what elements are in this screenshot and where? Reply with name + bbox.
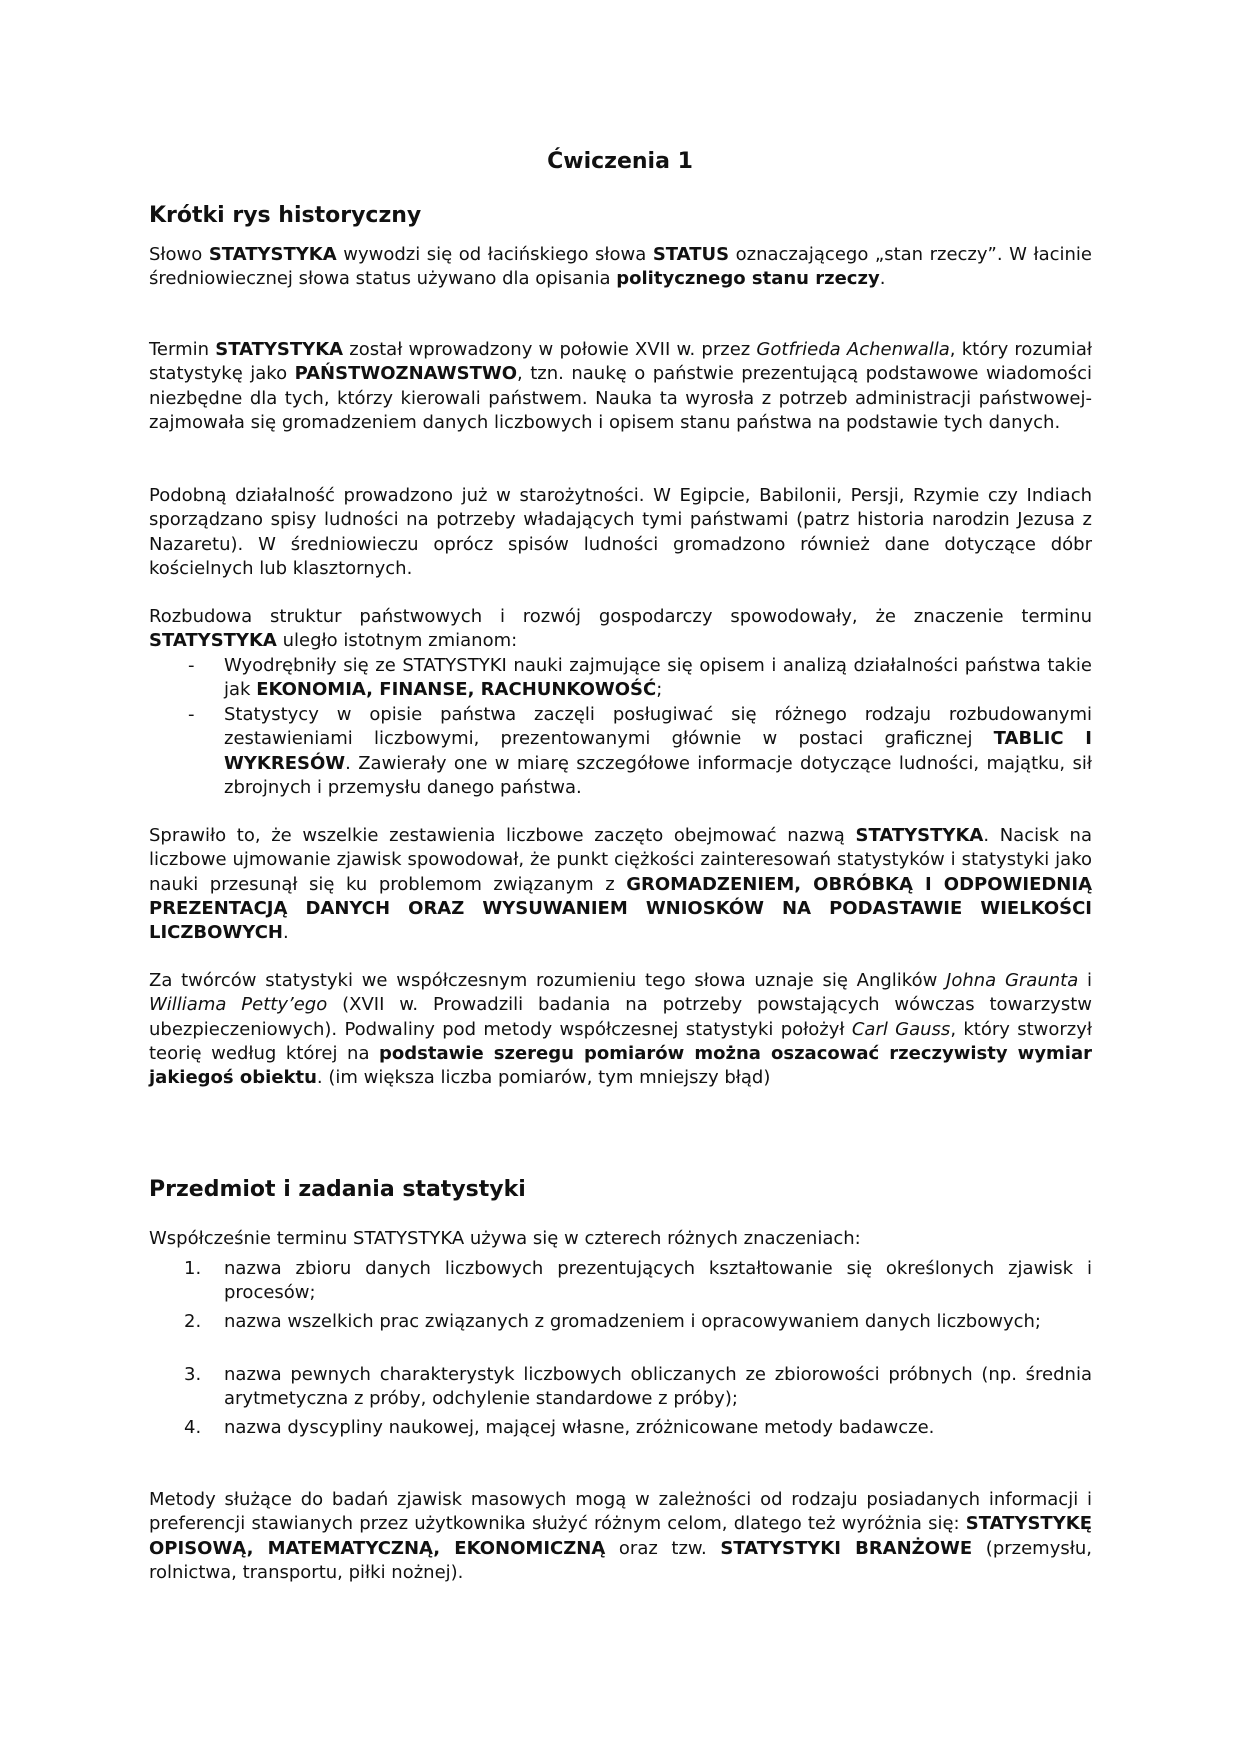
text-run: i bbox=[1078, 970, 1092, 991]
bold-text: podstawie szeregu pomiarów można oszacować rzeczywisty wymiar jakiegoś obiektu bbox=[149, 1042, 1092, 1089]
bold-text: politycznego stanu rzeczy bbox=[616, 268, 880, 290]
bullet-dash: - bbox=[188, 655, 195, 676]
item-text bbox=[224, 1364, 1092, 1409]
bold-text: STATUS bbox=[652, 244, 730, 265]
text-run: nazwa dyscypliny naukowej, mającej własne, zróżnicowane metody badawcze. bbox=[224, 1417, 935, 1438]
numbered-item bbox=[184, 1363, 1092, 1412]
bold-text: GROMADZENIEM, OBRÓBKĄ I ODPOWIEDNIĄ PREZENTACJĄ DANYCH ORAZ WYSUWANIEM WNIOSKÓW NA PODASTAWIE WIELKOŚCI LICZBOWYCH bbox=[149, 873, 1092, 944]
text-run: (XVII w. Prowadzili badania na potrzeby powstających wówczas towarzystw ubezpieczeniowych). Podwaliny pod metody współczesnej statystyki położył bbox=[149, 994, 1092, 1040]
bold-text: TABLIC I WYKRESÓW bbox=[224, 728, 1092, 774]
item-text bbox=[224, 1258, 1092, 1303]
numbered-item bbox=[184, 1310, 1092, 1334]
text-run: , który stworzył teorię według której na bbox=[149, 1018, 1093, 1064]
item-number: 1. bbox=[184, 1258, 202, 1279]
italic-text: Johna Graunta bbox=[946, 970, 1079, 991]
text-run: Za twórców statystyki we współczesnym rozumieniu tego słowa uznaje się Anglików bbox=[149, 970, 947, 991]
text-run: Współcześnie terminu STATYSTYKA używa się w czterech różnych znaczeniach: bbox=[149, 1228, 861, 1249]
text-run: . (im większa liczba pomiarów, tym mniejszy błąd) bbox=[316, 1067, 771, 1089]
text-run: oraz tzw. bbox=[605, 1537, 721, 1559]
text-run: ; bbox=[656, 679, 663, 701]
bold-text: STATYSTYKA bbox=[215, 339, 344, 360]
text-run: . bbox=[879, 268, 886, 290]
text-run: wywodzi się od łacińskiego słowa bbox=[336, 244, 653, 265]
bullet-dash: - bbox=[188, 704, 195, 725]
text-run: . bbox=[282, 922, 289, 944]
text-run: Termin bbox=[149, 339, 216, 360]
text-run: Sprawiło to, że wszelkie zestawienia liczbowe zaczęto obejmować nazwą bbox=[149, 825, 856, 846]
bold-text: EKONOMIA, FINANSE, RACHUNKOWOŚĆ bbox=[256, 679, 657, 701]
text-run: nazwa zbioru danych liczbowych prezentujących kształtowanie się określonych zjawisk i procesów; bbox=[224, 1258, 1092, 1304]
item-text bbox=[224, 1311, 1041, 1332]
text-run: . Zawierały one w miarę szczegółowe informacje dotyczące ludności, majątku, sił zbrojnych i przemysłu danego państwa. bbox=[224, 752, 1092, 798]
bullet-text bbox=[224, 655, 1092, 700]
item-number: 4. bbox=[184, 1417, 202, 1438]
text-run: Podobną działalność prowadzono już w starożytności. W Egipcie, Babilonii, Persji, Rzymie czy Indiach sporządzano spisy ludności na potrzeby władających tymi państwami (patrz historia narodzin Jezusa z Nazaretu). W średniowieczu oprócz spisów ludności gromadzono również dane dotyczące dóbr kościelnych lub klasztornych. bbox=[149, 485, 1092, 579]
text-run: Wyodrębniły się ze STATYSTYKI nauki zajmujące się opisem i analizą działalności państwa takie jak bbox=[224, 655, 1092, 701]
section-heading-subject: Przedmiot i zadania statystyki bbox=[149, 1177, 526, 1202]
text-run: nazwa pewnych charakterystyk liczbowych obliczanych ze zbiorowości próbnych (np. średnia arytmetyczna z próby, odchylenie standardowe z próby); bbox=[224, 1364, 1092, 1410]
text-run: . Nacisk na liczbowe ujmowanie zjawisk spowodował, że punkt ciężkości zainteresowań statystyków i statystyki jako nauki przesunął się ku problemom związanym z bbox=[149, 825, 1092, 895]
numbered-item bbox=[184, 1416, 1092, 1440]
document-title: Ćwiczenia 1 bbox=[547, 149, 693, 174]
section-heading-history: Krótki rys historyczny bbox=[149, 203, 422, 228]
bold-text: STATYSTYKA bbox=[149, 630, 277, 652]
text-run: Słowo bbox=[149, 244, 209, 265]
item-number: 3. bbox=[184, 1364, 202, 1385]
item-text bbox=[224, 1417, 934, 1438]
text-run: nazwa wszelkich prac związanych z gromadzeniem i opracowywaniem danych liczbowych; bbox=[224, 1311, 1041, 1332]
text-run: Metody służące do badań zjawisk masowych mogą w zależności od rodzaju posiadanych informacji i preferencji stawianych przez użytkownika służyć różnym celom, dlatego też wyróżnia się: bbox=[149, 1489, 1092, 1535]
bullet-text bbox=[224, 704, 1092, 798]
paragraph bbox=[149, 338, 1092, 435]
text-run: uległo istotnym zmianom: bbox=[276, 630, 518, 652]
item-number: 2. bbox=[184, 1311, 202, 1332]
italic-text: Williama Petty’ego bbox=[149, 994, 328, 1016]
paragraph bbox=[149, 484, 1092, 581]
paragraph bbox=[149, 824, 1092, 945]
bullet-item bbox=[188, 703, 1092, 800]
bold-text: STATYSTYKĘ OPISOWĄ, MATEMATYCZNĄ, EKONOMICZNĄ bbox=[149, 1513, 1092, 1559]
text-run: został wprowadzony w połowie XVII w. przez bbox=[343, 339, 757, 360]
text-run: Statystycy w opisie państwa zaczęli posługiwać się różnego rodzaju rozbudowanymi zestawieniami liczbowymi, prezentowanymi głównie w postaci graficznej bbox=[224, 704, 1092, 750]
bold-text: PAŃSTWOZNAWSTWO bbox=[294, 363, 518, 385]
paragraph bbox=[149, 1488, 1092, 1585]
bullet-item bbox=[188, 654, 1092, 703]
numbered-item bbox=[184, 1257, 1092, 1306]
text-run: , tzn. naukę o państwie prezentującą podstawowe wiadomości niezbędne dla tych, którzy kierowali państwem. Nauka ta wyrosła z potrzeb administracji państwowej- zajmowała się gromadzeniem danych liczbowych i opisem stanu państwa na podstawie tych danych. bbox=[149, 363, 1092, 433]
paragraph bbox=[149, 605, 1092, 654]
paragraph bbox=[149, 243, 1092, 292]
bold-text: STATYSTYKA bbox=[855, 825, 984, 846]
text-run: oznaczającego „stan rzeczy”. W łacinie średniowiecznej słowa status używano dla opisania bbox=[149, 244, 1092, 290]
text-run: Rozbudowa struktur państwowych i rozwój gospodarczy spowodowały, że znaczenie terminu bbox=[149, 606, 1092, 627]
paragraph bbox=[149, 1227, 1092, 1251]
text-run: , który rozumiał statystykę jako bbox=[149, 339, 1092, 385]
text-run: (przemysłu, rolnictwa, transportu, piłki nożnej). bbox=[149, 1537, 1092, 1583]
italic-text: Carl Gauss bbox=[851, 1018, 951, 1040]
bold-text: STATYSTYKA bbox=[208, 244, 337, 265]
paragraph bbox=[149, 969, 1092, 1090]
bold-text: STATYSTYKI BRANŻOWE bbox=[720, 1537, 973, 1559]
italic-text: Gotfrieda Achenwalla bbox=[756, 339, 950, 360]
